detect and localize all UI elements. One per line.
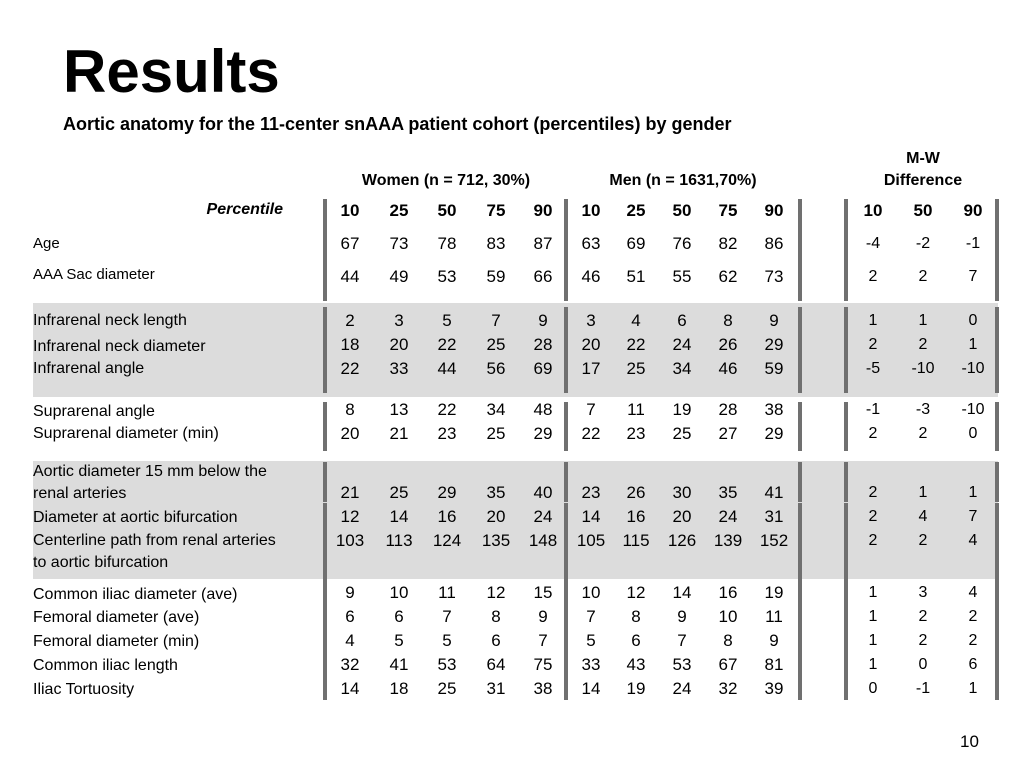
column-divider	[323, 462, 327, 502]
slide-subtitle: Aortic anatomy for the 11-center snAAA patient cohort (percentiles) by gender	[63, 114, 732, 134]
women-value-cell: 9	[345, 583, 355, 602]
men-value-cell: 26	[718, 335, 738, 354]
men-value-cell: 152	[759, 531, 789, 550]
women-value-cell: 20	[340, 424, 360, 443]
men-value-cell: 28	[718, 400, 738, 419]
men-value-cell: 38	[764, 400, 784, 419]
women-value-cell: 25	[437, 679, 457, 698]
men-value-cell: 31	[764, 507, 784, 526]
women-value-cell: 2	[345, 311, 355, 330]
diff-value-cell: 2	[868, 508, 878, 525]
column-divider	[995, 582, 999, 700]
women-value-cell: 22	[340, 359, 360, 378]
men-value-cell: 14	[672, 583, 692, 602]
women-value-cell: 29	[437, 483, 457, 502]
women-group-header: Women (n = 712, 30%)	[361, 172, 531, 189]
women-value-cell: 44	[340, 267, 360, 286]
women-value-cell: 21	[340, 483, 360, 502]
men-value-cell: 76	[672, 234, 692, 253]
diff-value-cell: -1	[865, 401, 881, 418]
diff-value-cell: 1	[918, 484, 928, 501]
men-value-cell: 46	[718, 359, 738, 378]
column-divider	[798, 582, 802, 700]
page-number: 10	[960, 732, 979, 751]
women-value-cell: 21	[389, 424, 409, 443]
women-value-cell: 64	[486, 655, 506, 674]
percentile-header-label: Percentile	[206, 201, 283, 218]
women-value-cell: 22	[437, 400, 457, 419]
column-divider	[844, 307, 848, 393]
men-value-cell: 7	[586, 400, 596, 419]
men-value-cell: 43	[626, 655, 646, 674]
men-value-cell: 51	[626, 267, 646, 286]
women-value-cell: 25	[486, 424, 506, 443]
men-value-cell: 27	[718, 424, 738, 443]
men-value-cell: 22	[626, 335, 646, 354]
women-value-cell: 40	[533, 483, 553, 502]
diff-value-cell: 1	[968, 336, 978, 353]
men-value-cell: 24	[672, 335, 692, 354]
diff-value-cell: 1	[868, 632, 878, 649]
women-value-cell: 83	[486, 234, 506, 253]
row-label: Femoral diameter (min)	[33, 633, 200, 650]
women-value-cell: 135	[481, 531, 511, 550]
women-value-cell: 11	[438, 583, 456, 602]
column-divider	[798, 503, 802, 582]
row-label: Centerline path from renal arteries	[33, 532, 276, 549]
men-value-cell: 32	[718, 679, 738, 698]
men-percentile-header: 50	[672, 201, 692, 220]
women-value-cell: 53	[437, 267, 457, 286]
men-value-cell: 20	[581, 335, 601, 354]
diff-value-cell: 2	[868, 336, 878, 353]
diff-value-cell: 0	[968, 425, 978, 442]
men-value-cell: 3	[586, 311, 596, 330]
men-value-cell: 67	[718, 655, 738, 674]
men-value-cell: 29	[764, 424, 784, 443]
women-value-cell: 48	[533, 400, 553, 419]
diff-percentile-header: 10	[863, 201, 883, 220]
women-value-cell: 148	[528, 531, 558, 550]
men-value-cell: 23	[581, 483, 601, 502]
men-value-cell: 63	[581, 234, 601, 253]
men-value-cell: 55	[672, 267, 692, 286]
diff-value-cell: 1	[868, 608, 878, 625]
women-value-cell: 5	[442, 311, 452, 330]
column-divider	[798, 402, 802, 451]
men-value-cell: 139	[713, 531, 743, 550]
women-value-cell: 41	[389, 655, 409, 674]
men-value-cell: 5	[586, 631, 596, 650]
row-label: Common iliac diameter (ave)	[33, 586, 238, 603]
diff-value-cell: 2	[868, 268, 878, 285]
diff-value-cell: 2	[918, 268, 928, 285]
women-value-cell: 22	[437, 335, 457, 354]
men-value-cell: 81	[764, 655, 784, 674]
men-percentile-header: 25	[626, 201, 646, 220]
column-divider	[844, 402, 848, 451]
women-value-cell: 7	[491, 311, 501, 330]
diff-value-cell: -1	[915, 680, 931, 697]
men-value-cell: 9	[769, 631, 779, 650]
men-value-cell: 25	[672, 424, 692, 443]
diff-value-cell: 1	[918, 312, 928, 329]
diff-value-cell: 2	[918, 532, 928, 549]
men-value-cell: 8	[631, 607, 641, 626]
women-value-cell: 12	[486, 583, 506, 602]
men-value-cell: 105	[576, 531, 606, 550]
men-value-cell: 33	[581, 655, 601, 674]
women-value-cell: 18	[389, 679, 409, 698]
women-value-cell: 5	[394, 631, 404, 650]
column-divider	[323, 402, 327, 451]
men-value-cell: 30	[672, 483, 692, 502]
women-value-cell: 35	[486, 483, 506, 502]
diff-value-cell: 1	[868, 312, 878, 329]
men-value-cell: 39	[764, 679, 784, 698]
women-value-cell: 14	[340, 679, 360, 698]
men-value-cell: 6	[631, 631, 641, 650]
men-value-cell: 24	[718, 507, 738, 526]
women-value-cell: 87	[533, 234, 553, 253]
diff-value-cell: 4	[918, 508, 928, 525]
diff-value-cell: -2	[915, 235, 931, 252]
men-value-cell: 16	[718, 583, 738, 602]
women-value-cell: 6	[491, 631, 501, 650]
women-value-cell: 4	[345, 631, 355, 650]
women-value-cell: 103	[335, 531, 365, 550]
men-value-cell: 11	[765, 607, 783, 626]
men-value-cell: 115	[622, 531, 650, 550]
diff-value-cell: 0	[918, 656, 928, 673]
women-value-cell: 69	[533, 359, 553, 378]
column-divider	[798, 199, 802, 301]
women-value-cell: 18	[340, 335, 360, 354]
women-value-cell: 78	[437, 234, 457, 253]
diff-value-cell: 3	[918, 584, 928, 601]
women-value-cell: 28	[533, 335, 553, 354]
diff-value-cell: -5	[865, 360, 881, 377]
men-value-cell: 6	[677, 311, 687, 330]
women-value-cell: 15	[533, 583, 553, 602]
women-value-cell: 124	[432, 531, 462, 550]
diff-group-header-line2: Difference	[883, 172, 963, 189]
men-value-cell: 73	[764, 267, 784, 286]
men-value-cell: 35	[718, 483, 738, 502]
diff-value-cell: 7	[968, 268, 978, 285]
women-value-cell: 56	[486, 359, 506, 378]
men-value-cell: 9	[677, 607, 687, 626]
column-divider	[844, 199, 848, 301]
men-value-cell: 126	[667, 531, 697, 550]
men-value-cell: 12	[626, 583, 646, 602]
men-value-cell: 7	[677, 631, 687, 650]
men-value-cell: 41	[764, 483, 784, 502]
women-value-cell: 16	[437, 507, 457, 526]
men-percentile-header: 90	[764, 201, 784, 220]
women-percentile-header: 50	[437, 201, 457, 220]
women-value-cell: 25	[389, 483, 409, 502]
men-value-cell: 19	[764, 583, 784, 602]
women-value-cell: 14	[389, 507, 409, 526]
women-value-cell: 24	[533, 507, 553, 526]
column-divider	[844, 462, 848, 502]
men-value-cell: 9	[769, 311, 779, 330]
row-label: Infrarenal angle	[33, 360, 145, 377]
row-label: Iliac Tortuosity	[33, 681, 135, 698]
row-label: Infrarenal neck length	[33, 312, 187, 329]
men-value-cell: 23	[626, 424, 646, 443]
women-value-cell: 32	[340, 655, 360, 674]
women-value-cell: 6	[394, 607, 404, 626]
diff-value-cell: 7	[968, 508, 978, 525]
men-value-cell: 29	[764, 335, 784, 354]
women-value-cell: 23	[437, 424, 457, 443]
women-value-cell: 66	[533, 267, 553, 286]
diff-value-cell: 2	[968, 608, 978, 625]
column-divider	[844, 503, 848, 582]
diff-value-cell: 2	[918, 608, 928, 625]
women-value-cell: 13	[389, 400, 409, 419]
men-group-header: Men (n = 1631,70%)	[609, 172, 757, 189]
women-value-cell: 3	[394, 311, 404, 330]
women-value-cell: 9	[538, 311, 548, 330]
men-value-cell: 69	[626, 234, 646, 253]
men-value-cell: 14	[581, 679, 601, 698]
row-label: Age	[33, 235, 60, 252]
men-value-cell: 53	[672, 655, 692, 674]
diff-value-cell: 2	[918, 632, 928, 649]
row-label: Suprarenal angle	[33, 403, 155, 420]
women-value-cell: 7	[538, 631, 548, 650]
diff-value-cell: 6	[968, 656, 978, 673]
column-divider	[323, 503, 327, 582]
diff-group-header-line1: M-W	[906, 150, 940, 167]
diff-value-cell: -1	[965, 235, 981, 252]
row-label: Infrarenal neck diameter	[33, 338, 206, 355]
women-percentile-header: 75	[486, 201, 506, 220]
row-label: Diameter at aortic bifurcation	[33, 509, 238, 526]
women-value-cell: 34	[486, 400, 506, 419]
men-value-cell: 22	[581, 424, 601, 443]
women-value-cell: 75	[533, 655, 553, 674]
women-value-cell: 10	[389, 583, 409, 602]
column-divider	[995, 307, 999, 393]
column-divider	[995, 462, 999, 502]
row-label: Femoral diameter (ave)	[33, 609, 200, 626]
diff-value-cell: 1	[968, 680, 978, 697]
women-value-cell: 73	[389, 234, 409, 253]
men-value-cell: 10	[718, 607, 738, 626]
men-value-cell: 82	[718, 234, 738, 253]
men-value-cell: 19	[672, 400, 692, 419]
men-value-cell: 25	[626, 359, 646, 378]
men-value-cell: 8	[723, 311, 733, 330]
women-value-cell: 53	[437, 655, 457, 674]
diff-value-cell: -3	[915, 401, 931, 418]
women-value-cell: 20	[389, 335, 409, 354]
men-value-cell: 46	[581, 267, 601, 286]
row-label: AAA Sac diameter	[33, 266, 155, 283]
men-value-cell: 24	[672, 679, 692, 698]
column-divider	[995, 402, 999, 451]
diff-value-cell: 2	[868, 425, 878, 442]
women-percentile-header: 90	[533, 201, 553, 220]
diff-value-cell: -10	[911, 360, 935, 377]
women-value-cell: 31	[486, 679, 506, 698]
row-label: Suprarenal diameter (min)	[33, 425, 219, 442]
women-value-cell: 7	[442, 607, 452, 626]
diff-value-cell: 1	[868, 656, 878, 673]
men-value-cell: 8	[723, 631, 733, 650]
men-value-cell: 10	[581, 583, 601, 602]
men-value-cell: 62	[718, 267, 738, 286]
column-divider	[798, 462, 802, 502]
column-divider	[995, 199, 999, 301]
diff-value-cell: 1	[868, 584, 878, 601]
diff-value-cell: 1	[968, 484, 978, 501]
diff-value-cell: 2	[868, 532, 878, 549]
diff-value-cell: 0	[868, 680, 878, 697]
women-value-cell: 49	[389, 267, 409, 286]
diff-value-cell: 0	[968, 312, 978, 329]
men-value-cell: 11	[627, 400, 645, 419]
women-value-cell: 67	[340, 234, 360, 253]
diff-value-cell: -10	[961, 360, 985, 377]
diff-value-cell: 2	[918, 336, 928, 353]
men-value-cell: 4	[631, 311, 641, 330]
women-value-cell: 44	[437, 359, 457, 378]
women-value-cell: 8	[345, 400, 355, 419]
diff-value-cell: 2	[918, 425, 928, 442]
row-label: to aortic bifurcation	[33, 554, 169, 571]
men-value-cell: 17	[581, 359, 601, 378]
diff-value-cell: -4	[865, 235, 881, 252]
women-value-cell: 113	[385, 531, 413, 550]
women-value-cell: 12	[340, 507, 360, 526]
women-value-cell: 6	[345, 607, 355, 626]
column-divider	[798, 307, 802, 393]
diff-percentile-header: 90	[963, 201, 983, 220]
column-divider	[323, 307, 327, 393]
men-value-cell: 86	[764, 234, 784, 253]
women-value-cell: 20	[486, 507, 506, 526]
women-value-cell: 25	[486, 335, 506, 354]
diff-value-cell: 4	[968, 532, 978, 549]
men-percentile-header: 75	[718, 201, 738, 220]
men-value-cell: 7	[586, 607, 596, 626]
diff-value-cell: -10	[961, 401, 985, 418]
men-value-cell: 19	[626, 679, 646, 698]
women-value-cell: 59	[486, 267, 506, 286]
women-percentile-header: 25	[389, 201, 409, 220]
men-value-cell: 59	[764, 359, 784, 378]
diff-value-cell: 2	[868, 484, 878, 501]
slide-title: Results	[63, 38, 280, 105]
men-value-cell: 34	[672, 359, 692, 378]
diff-value-cell: 2	[968, 632, 978, 649]
row-label: renal arteries	[33, 485, 127, 502]
women-value-cell: 38	[533, 679, 553, 698]
women-percentile-header: 10	[340, 201, 360, 220]
men-value-cell: 26	[626, 483, 646, 502]
women-value-cell: 33	[389, 359, 409, 378]
column-divider	[323, 199, 327, 301]
row-label: Common iliac length	[33, 657, 178, 674]
column-divider	[844, 582, 848, 700]
men-percentile-header: 10	[581, 201, 601, 220]
women-value-cell: 5	[442, 631, 452, 650]
women-value-cell: 9	[538, 607, 548, 626]
men-value-cell: 16	[626, 507, 646, 526]
diff-percentile-header: 50	[913, 201, 933, 220]
men-value-cell: 14	[581, 507, 601, 526]
column-divider	[995, 503, 999, 582]
women-value-cell: 29	[533, 424, 553, 443]
diff-value-cell: 4	[968, 584, 978, 601]
women-value-cell: 8	[491, 607, 501, 626]
men-value-cell: 20	[672, 507, 692, 526]
row-label: Aortic diameter 15 mm below the	[33, 463, 267, 480]
column-divider	[323, 582, 327, 700]
